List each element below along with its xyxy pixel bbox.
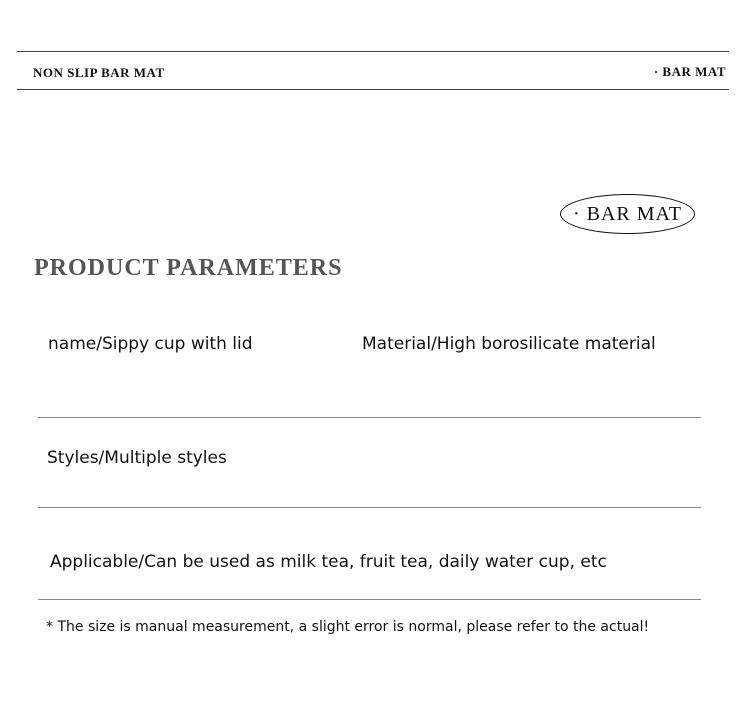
divider (38, 599, 701, 600)
header-category-label: · BAR MAT (653, 64, 726, 79)
param-applicable: Applicable/Can be used as milk tea, fruit tea, daily water cup, etc (50, 552, 607, 572)
header-brand-label: NON SLIP BAR MAT (33, 65, 165, 80)
param-material: Material/High borosilicate material (362, 334, 656, 354)
divider (38, 417, 701, 418)
header-bar (17, 51, 729, 90)
measurement-note: * The size is manual measurement, a slight error is normal, please refer to the actual! (46, 619, 650, 635)
divider (38, 507, 701, 508)
bar-mat-badge-label: · BAR MAT (572, 202, 682, 225)
bar-mat-badge (560, 194, 695, 234)
param-styles: Styles/Multiple styles (47, 448, 227, 468)
section-title: PRODUCT PARAMETERS (34, 255, 343, 281)
param-name: name/Sippy cup with lid (48, 334, 253, 354)
